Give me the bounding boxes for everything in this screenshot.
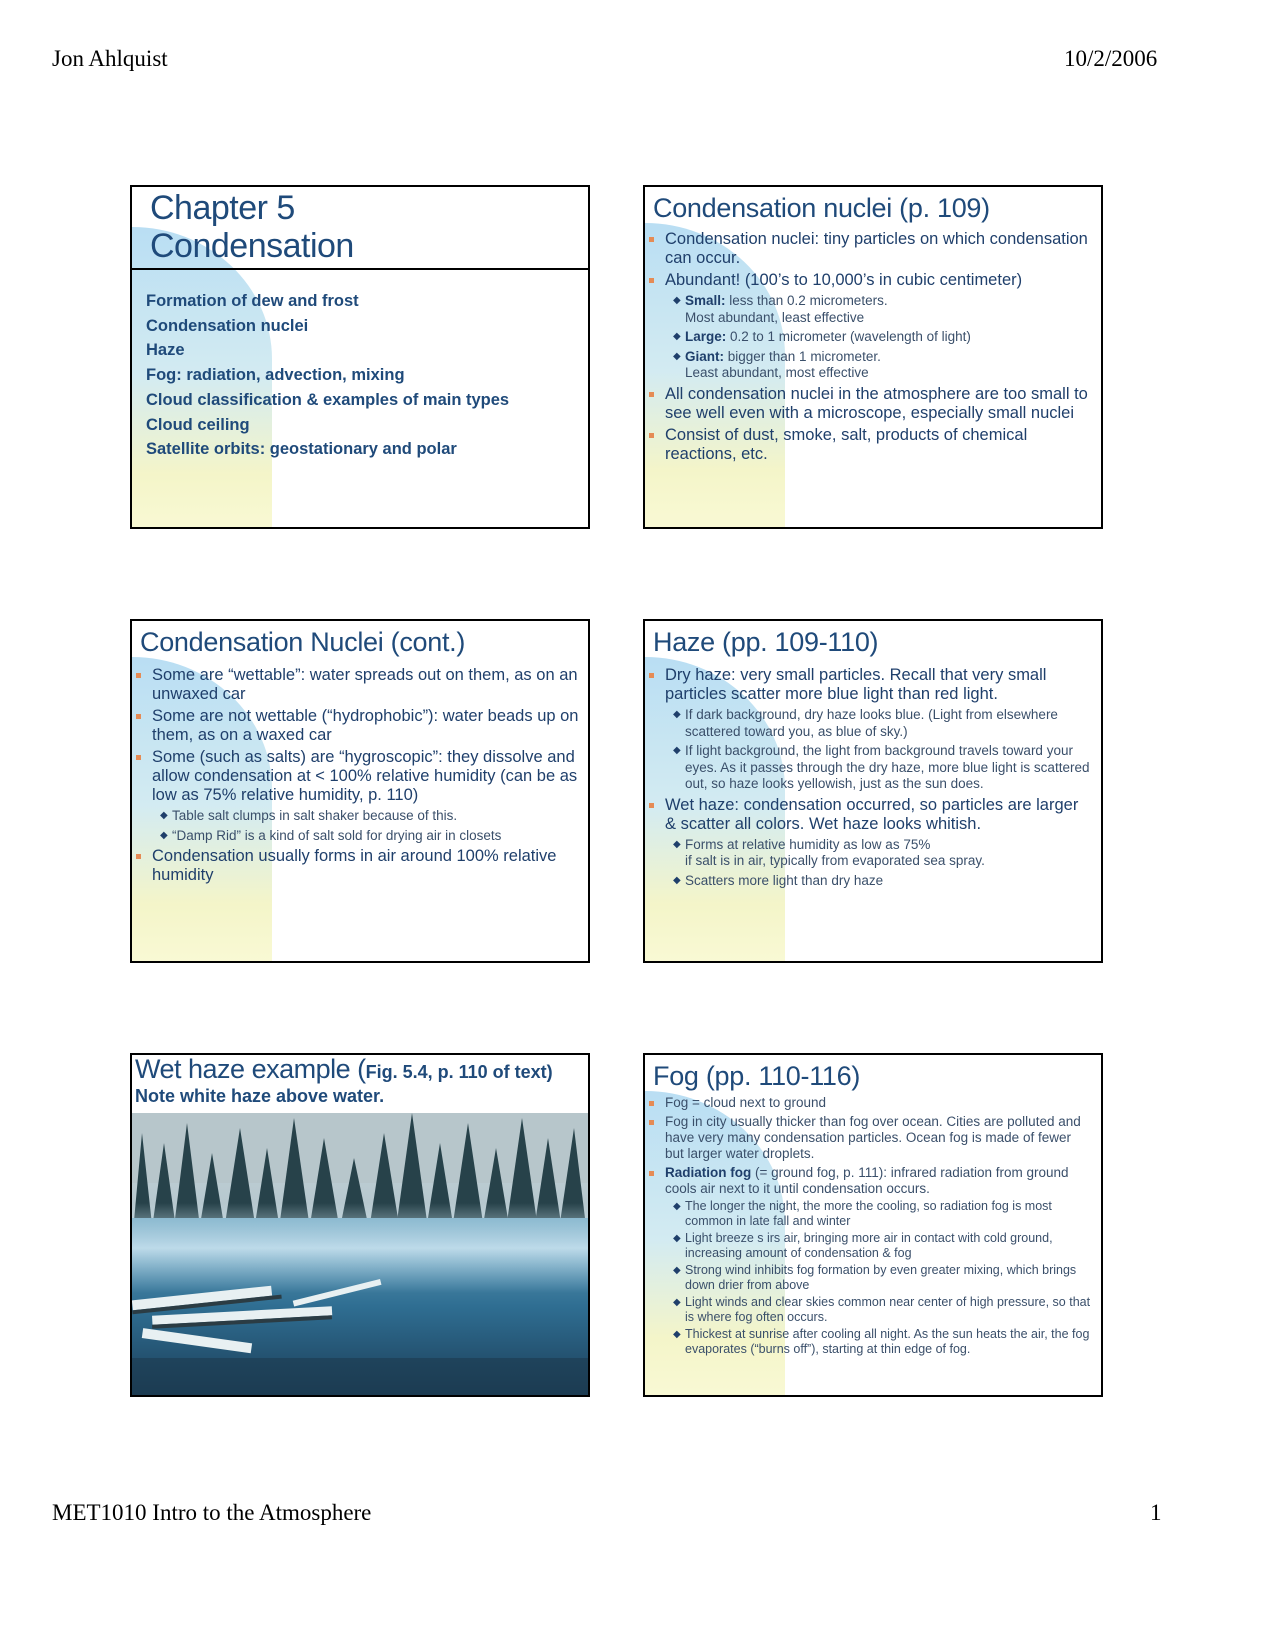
slide-chapter-title: [130, 185, 590, 529]
bullet: Some are “wettable”: water spreads out on them, as on an unwaxed car: [132, 666, 580, 704]
topic-item: Formation of dew and frost: [146, 292, 359, 310]
sub-bullet: ◆ “Damp Rid” is a kind of salt sold for drying air in closets: [132, 828, 580, 845]
sub-bullet: ◆ If light background, the light from background travels toward your eyes. As it passes through the dry haze, more blue light is scattered out, so haze looks yellowish, just as the sun does.: [645, 743, 1093, 793]
slide-wet-haze-example: [130, 1053, 590, 1397]
sub-bullet: ◆ Scatters more light than dry haze: [645, 873, 1093, 890]
sub-bullet: ◆ Table salt clumps in salt shaker because of this.: [132, 808, 580, 825]
sub-bullet: [645, 837, 1093, 870]
footer-course: MET1010 Intro to the Atmosphere: [52, 1500, 372, 1525]
topic-item: Satellite orbits: geostationary and polar: [146, 440, 457, 459]
bullet: Abundant! (100’s to 10,000’s in cubic centimeter): [645, 271, 1091, 290]
figure-reference: Fig. 5.4, p. 110 of text): [365, 1062, 553, 1082]
topic-item: Haze: [146, 341, 185, 360]
bullet: Condensation nuclei: tiny particles on which condensation can occur.: [645, 230, 1091, 268]
label-large: Large:: [685, 329, 727, 344]
wet-haze-photo: [132, 1113, 588, 1395]
slide-title: Condensation Nuclei (cont.): [140, 627, 466, 657]
sub-bullet: ◆ The longer the night, the more the cooling, so radiation fog is most common in late fall and winter: [645, 1199, 1093, 1229]
slide-title: Fog (pp. 110-116): [653, 1061, 861, 1091]
slide-condensation-nuclei: [643, 185, 1103, 529]
bullet: Fog in city usually thicker than fog over ocean. Cities are polluted and have very many condensation particles. Ocean fog is made of fewer but larger water droplets.: [645, 1114, 1093, 1162]
text: if salt is in air, typically from evaporated sea spray.: [685, 853, 985, 868]
bullet: Fog = cloud next to ground: [645, 1095, 1093, 1111]
text: Forms at relative humidity as low as 75%: [685, 836, 931, 852]
text: less than 0.2 micrometers.: [725, 293, 888, 308]
sub-bullet: ◆ Light breeze s irs air, bringing more air in contact with cold ground, increasing amount of condensation & fog: [645, 1231, 1093, 1261]
footer-page-number: 1: [1150, 1500, 1162, 1525]
bullet: Some (such as salts) are “hygroscopic”: they dissolve and allow condensation at < 100% relative humidity (can be as low as 75% relative humidity, p. 110): [132, 748, 580, 805]
sub-bullet: ◆ Thickest at sunrise after cooling all night. As the sun heats the air, the fog evaporates (“burns off”), starting at thin edge of fog.: [645, 1327, 1093, 1357]
bullet: Some are not wettable (“hydrophobic”): water beads up on them, as on a waxed car: [132, 707, 580, 745]
topic-item: Cloud classification & examples of main types: [146, 390, 510, 409]
slide-haze: [643, 619, 1103, 963]
sub-bullet: ◆ Strong wind inhibits fog formation by even greater mixing, which brings down drier from above: [645, 1263, 1093, 1293]
sub-bullet: ◆ Light winds and clear skies common near center of high pressure, so that is where fog often occurs.: [645, 1295, 1093, 1325]
topic-item: Cloud ceiling: [146, 415, 250, 434]
header-author: Jon Ahlquist: [52, 46, 168, 71]
chapter-title: Condensation: [150, 227, 354, 265]
topic-item: Fog: radiation, advection, mixing: [146, 366, 405, 385]
text: Least abundant, most effective: [685, 365, 869, 380]
sub-bullet: ◆ If dark background, dry haze looks blue. (Light from elsewhere scattered toward you, as blue of sky.): [645, 707, 1093, 740]
wet-haze-photo-image: [132, 1113, 588, 1395]
label-radiation-fog: Radiation fog: [665, 1165, 752, 1180]
sub-bullet: [645, 329, 1091, 346]
slide-subtitle: Note white haze above water.: [135, 1086, 385, 1106]
slide-title: Haze (pp. 109-110): [653, 627, 879, 657]
bullet: All condensation nuclei in the atmosphere are too small to see well even with a microscope, especially small nuclei: [645, 385, 1091, 423]
slide-title: Condensation nuclei (p. 109): [653, 193, 990, 223]
text: 0.2 to 1 micrometer (wavelength of light): [726, 329, 971, 344]
text: (= ground fog, p. 111): infrared radiation from ground cools air next to it until condensation occurs.: [665, 1165, 1069, 1196]
label-small: Small:: [685, 293, 726, 308]
text: Most abundant, least effective: [685, 309, 865, 325]
bullet: Consist of dust, smoke, salt, products of chemical reactions, etc.: [645, 426, 1091, 464]
sub-bullet: [645, 349, 1091, 382]
bullet: Condensation usually forms in air around 100% relative humidity: [132, 847, 580, 885]
label-giant: Giant:: [685, 348, 724, 364]
slide-title: Wet haze example (: [135, 1054, 366, 1084]
topic-item: Condensation nuclei: [146, 316, 309, 335]
slide-fog: [643, 1053, 1103, 1397]
header-date: 10/2/2006: [1064, 46, 1158, 71]
bullet: Wet haze: condensation occurred, so particles are larger & scatter all colors. Wet haze looks whitish.: [645, 796, 1093, 834]
title-rule: [132, 268, 588, 270]
bullet: Dry haze: very small particles. Recall that very small particles scatter more blue light than red light.: [645, 666, 1093, 704]
text: bigger than 1 micrometer.: [724, 348, 881, 364]
sub-bullet: [645, 293, 1091, 326]
slide-condensation-nuclei-cont: [130, 619, 590, 963]
topic-list: [146, 289, 509, 462]
bullet: [645, 1165, 1093, 1197]
chapter-number: Chapter 5: [150, 189, 295, 227]
